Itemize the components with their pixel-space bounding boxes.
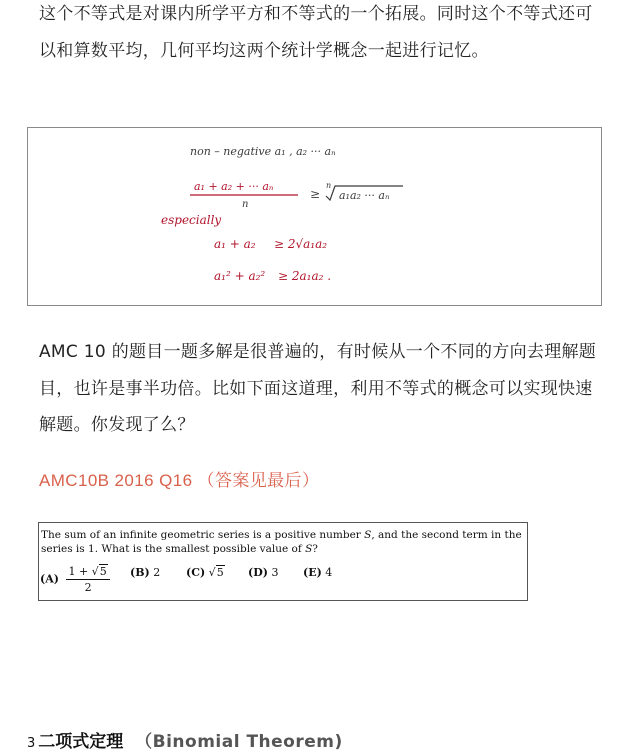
line4-lhs: a₁² + a₂² [214,269,266,283]
line3-rhs: ≥ 2√a₁a₂ [274,237,328,251]
choice-d: (D) 3 [248,566,279,579]
non-negative-label: non – negative a₁ , a₂ ··· aₙ [190,145,336,158]
choice-b: (B) 2 [130,566,161,579]
section-number: 3 [27,736,36,751]
section-heading [27,727,343,752]
section-title-en: （Binomial Theorem) [135,732,343,752]
section-title-cn: 二项式定理 [38,732,124,752]
choice-a-fraction: $\frac{1 + √5}{2}$ [66,565,109,594]
geq-sign: ≥ [310,187,321,201]
line4-rhs: ≥ 2a₁a₂ . [278,269,332,283]
mean-denominator: n [242,199,249,210]
choice-c: (C) √5 [186,566,224,579]
handwritten-formula [28,128,600,304]
intro-paragraph: 这个不等式是对课内所学平方和不等式的一个拓展。同时这个不等式还可以和算数平均，几何平均这两个统计学概念一起进行记忆。 [39,4,593,61]
amc-paragraph: AMC 10 的题目一题多解是很普遍的，有时候从一个不同的方向去理解题目，也许是事半功倍。比如下面这道理，利用不等式的概念可以实现快速解题。你发现了么？ [39,342,597,435]
handwritten-note-image [27,127,602,306]
root-index: n [326,181,332,190]
especially-label: especially [161,213,222,227]
mean-numerator: a₁ + a₂ + ··· aₙ [194,180,274,193]
line3-lhs: a₁ + a₂ [214,237,256,251]
choice-a: (A) $\frac{1 + √5}{2}$ [40,565,110,594]
problem-image [38,522,528,601]
radicand: a₁a₂ ··· aₙ [339,189,390,202]
problem-title: AMC10B 2016 Q16 （答案见最后） [39,471,320,490]
choice-e: (E) 4 [303,566,333,579]
problem-statement: The sum of an infinite geometric series is a positive number S, and the second term in the series is 1. What is the smallest possible value of S? [41,529,522,555]
